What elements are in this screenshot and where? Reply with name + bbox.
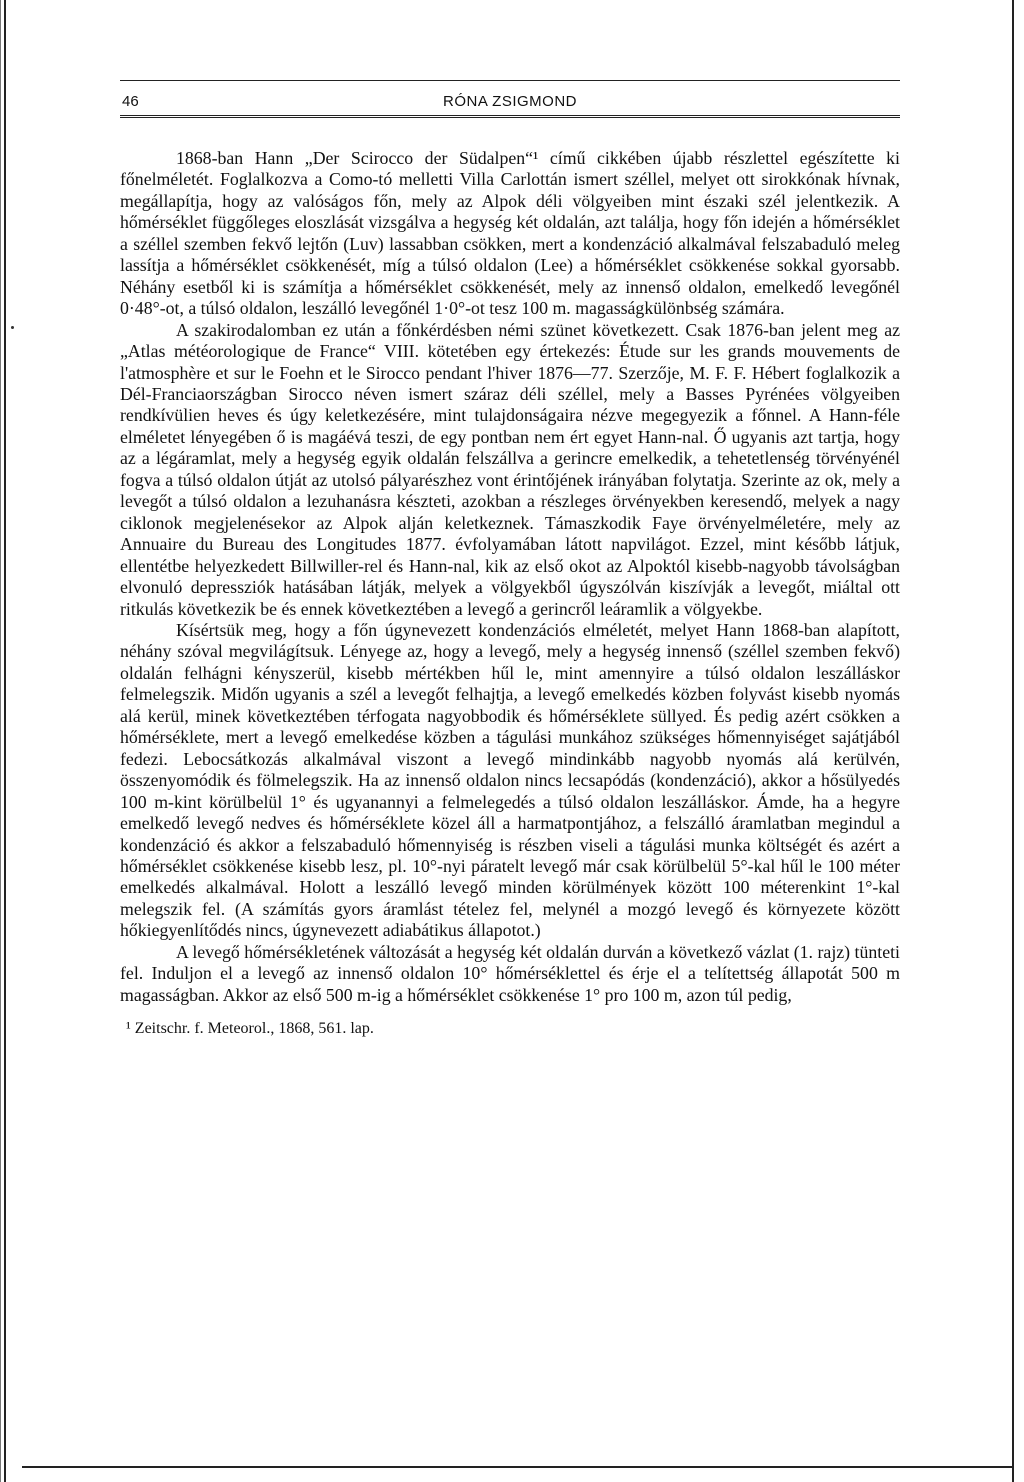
page bbox=[120, 80, 900, 1038]
running-header bbox=[120, 81, 900, 115]
footnote: ¹ Zeitschr. f. Meteorol., 1868, 561. lap. bbox=[126, 1020, 374, 1038]
paragraph: A szakirodalomban ez után a főnkérdésben némi szünet következett. Csak 1876-ban jelent meg az „Atlas météorologique de France“ VIII. kötetében egy értekezés: Étude sur les grands mouvements de l'atmosphère et sur le Foehn et le Sirocco pendant l'hiver 1876—77. Szerzője, M. F. F. Hébert foglalkozik a Dél-Franciaországban Sirocco néven ismert száraz déli széllel, mely a Basses Pyrénées völgyeiben rendkívülien heves és úgy keletkezésére, mint tulajdonságaira nézve megegyezik a főnnel. A Hann-féle elméletet lényegében ő is magáévá teszi, de egy pontban nem ért egyet Hann-nal. Ő ugyanis azt tartja, hogy az a légáramlat, mely a hegység egyik oldalán felszállva a gerincre emelkedik, a tehetetlenség törvényénél fogva a túlsó oldalon útját az utolsó pályarészhez vont érintőjének irányában folytatja. Szerinte az ok, mely a levegőt a túlsó oldalon a lezuhanásra készteti, azokban a részleges örvényekben keresendő, melyek a nagy ciklonok megjelenésekor az Alpok alján keletkeznek. Támaszkodik Faye örvényelméletére, mely az Annuaire du Bureau des Longitudes 1877. évfolyamában látott napvilágot. Ezzel, mint később látjuk, ellentétbe helyezkedett Billwiller-rel és Hann-nal, kik az első okot az Alpoktól kisebb-nagyobb távolságban elvonuló depressziók hatásában látják, melyek a völgyekből úgyszólván kiszívják a levegőt, miáltal ott ritkulás következik be és ennek következtében a levegő a gerincről leáramlik a völgyekbe. bbox=[120, 319, 900, 619]
page-frame-right bbox=[1012, 0, 1014, 1482]
paragraph: Kísértsük meg, hogy a főn úgynevezett kondenzációs elméletét, melyet Hann 1868-ban alapított, néhány szóval megvilágítsuk. Lényege az, hogy a levegő, mely a hegység innenső (széllel szemben fekvő) oldalán felhágni kényszerül, kisebb mértékben hűl le, mint amennyire a túlsó oldalon leszálláskor felmelegszik. Midőn ugyanis a szél a levegőt felhajtja, a levegő emelkedés közben folyvást kisebb nyomás alá kerül, minek következtében térfogata nagyobbodik és hőmérséklete süllyed. És pedig azért csökken a hőmérséklete, mert a levegő emelkedése közben a tágulási munkához szükséges hőmennyiséget sajátjából fedezi. Lebocsátkozás alkalmával viszont a levegő mindinkább nagyobb nyomás alá kerülvén, összenyomódik és fölmelegszik. Ha az innenső oldalon nincs lecsapódás (kondenzáció), akkor a hősülyedés 100 m-kint körülbelül 1° és ugyanannyi a felmelegedés a túlsó oldalon leszálláskor. Ámde, ha a hegyre emelkedő levegő nedves és hőmérséklete közel áll a harmatpontjához, a felszálló áramlatban megindul a kondenzáció és akkor a felszabaduló hőmennyiség is részben viseli a tágulási munka költségét és azért a hőmérséklet csökkenése kisebb lesz, pl. 10°-nyi páratelt levegő már csak körülbelül 5°-kal hűl le 100 méter emelkedés alkalmával. Holott a leszálló levegő minden körülmények között 100 méterenkint 1°-kal melegszik fel. (A számítás gyors áramlást tételez fel, melynél a mozgó levegő és környezete között hőkiegyenlítődés nincs, úgynevezett adiabátikus állapotot.) bbox=[120, 619, 900, 941]
header-bottom-rule bbox=[120, 115, 900, 116]
page-frame-bottom bbox=[22, 1466, 1014, 1468]
body-text bbox=[120, 148, 900, 1006]
page-frame-left bbox=[4, 0, 6, 1482]
paragraph: A levegő hőmérsékletének változását a hegység két oldalán durván a következő vázlat (1. rajz) tünteti fel. Induljon el a levegő az innenső oldalon 10° hőmérséklettel és érje el a telítettség állapotát 500 m magasságban. Akkor az első 500 m-ig a hőmérséklet csökkenése 1° pro 100 m, azon túl pedig, bbox=[120, 941, 900, 1005]
running-title: RÓNA ZSIGMOND bbox=[442, 93, 577, 110]
scan-edge-line bbox=[0, 0, 1, 1482]
margin-speck bbox=[11, 326, 14, 329]
page-number: 46 bbox=[122, 93, 139, 110]
header-bottom-rule-2 bbox=[120, 117, 900, 118]
paragraph: 1868-ban Hann „Der Scirocco der Südalpen“¹ című cikkében újabb részlettel egészítette ki főnelméletét. Foglalkozva a Como-tó melletti Villa Carlottán ismert széllel, melyet ott sirokkónak hívnak, megállapítja, hogy az valóságos főn, mely az Alpok déli völgyeiben mint északi szél jelentkezik. A hőmérséklet függőleges eloszlását vizsgálva a hegység két oldalán, azt találja, hogy főn idején a hőmérséklet a széllel szemben fekvő lejtőn (Luv) lassabban csökken, mert a kondenzáció alkalmával felszabaduló meleg lassítja a hőmérséklet csökkenését, míg a túlsó oldalon (Lee) a hőmérséklet csökkenése sokkal gyorsabb. Néhány esetből ki is számítja a hőmérséklet csökkenését, mely az innenső oldalon, emelkedő levegőnél 0·48°-ot, a túlsó oldalon, leszálló levegőnél 1·0°-ot tesz 100 m. magasságkülönbség számára. bbox=[120, 148, 900, 319]
